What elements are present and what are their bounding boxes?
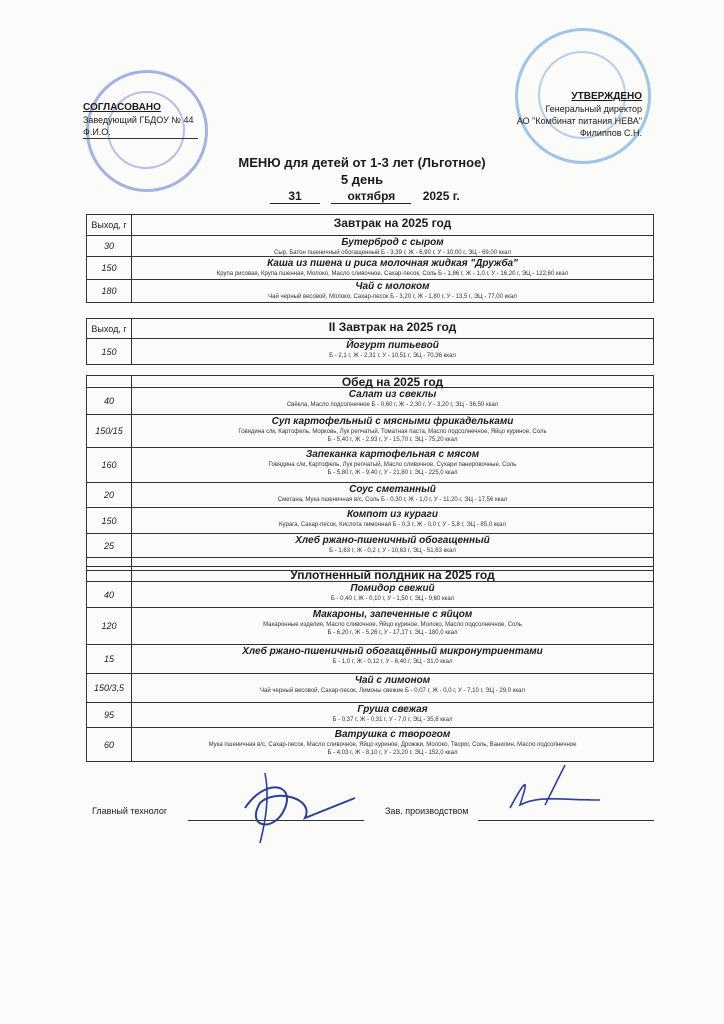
item-qty: 40 (87, 388, 132, 414)
signature-line-production (478, 820, 654, 821)
approval-right-org: АО "Комбинат питания НЕВА" (516, 116, 642, 126)
dish-desc: Макаронные изделия, Масло сливочное, Яйцо куриное, Молоко, Масло подсолнечное, Соль (263, 622, 522, 628)
item-qty: 95 (87, 703, 132, 727)
dish-desc: Чай черный весовой, Сахар-песок, Лимоны свежие Б - 0,07 г, Ж - 0,0 г, У - 7,10 г, ЭЦ - 29,0 ккал (260, 688, 525, 694)
date-day: 31 (270, 189, 320, 204)
dish-desc: Сыр, Батон пшеничный обогащенный Б - 3,39 г, Ж - 6,90 г, У - 10,00 г, ЭЦ - 69,00 ккал (274, 250, 511, 256)
handwritten-signature-left (225, 768, 365, 848)
item-qty: 180 (87, 280, 132, 302)
dish-name: Салат из свеклы (348, 389, 437, 400)
item-qty: 120 (87, 608, 132, 644)
qty-header: Выход, г (87, 319, 132, 338)
item-qty: 150/3,5 (87, 674, 132, 702)
qty-header (87, 376, 132, 387)
approval-right-title: УТВЕРЖДЕНО (571, 91, 642, 102)
handwritten-signature-right (505, 760, 605, 820)
table-row (87, 581, 653, 607)
item-qty: 150 (87, 508, 132, 533)
dish-desc: Говядина с/м, Картофель, Лук репчатый, Масло сливочное, Сухари панировочные, Соль (268, 462, 517, 468)
dish-name: Бутерброд с сыром (341, 237, 444, 248)
table-row (87, 482, 653, 507)
approval-right-name: Филиппов С.Н. (579, 128, 642, 138)
item-qty: 30 (87, 236, 132, 256)
item-qty: 20 (87, 483, 132, 507)
table-row (87, 727, 653, 761)
table-row (87, 235, 653, 256)
dish-name: Ватрушка с творогом (334, 729, 451, 740)
item-qty: 40 (87, 582, 132, 607)
table-row (87, 414, 653, 447)
section-title: Обед на 2025 год (341, 375, 444, 389)
lunch-table (86, 375, 654, 571)
dish-nutrition: Б - 4,03 г, Ж - 8,10 г, У - 23,20 г, ЭЦ - 152,0 ккал (327, 750, 458, 756)
menu-date (270, 189, 460, 204)
item-qty: 150 (87, 257, 132, 279)
dish-nutrition: Б - 6,20 г, Ж - 5,26 г, У - 17,17 г, ЭЦ - 180,0 ккал (327, 630, 458, 636)
dish-name: Каша из пшена и риса молочная жидкая "Дружба" (267, 258, 518, 269)
dish-nutrition: Б - 5,40 г, Ж - 2,93 г, У - 15,70 г, ЭЦ - 75,20 ккал (327, 437, 458, 443)
table-row (87, 256, 653, 279)
date-month: октября (331, 189, 411, 204)
table-row (87, 533, 653, 557)
signature-label-technologist: Главный технолог (92, 806, 168, 816)
dish-name: Хлеб ржано-пшеничный обогащённый микронутриентами (242, 646, 543, 657)
item-qty: 60 (87, 728, 132, 761)
dish-desc: Свёкла, Масло подсолнечное Б - 0,60 г, Ж - 2,30 г, У - 3,20 г, ЭЦ - 36,50 ккал (286, 402, 499, 408)
table-row (87, 447, 653, 482)
table-row (87, 338, 653, 364)
table-row (87, 644, 653, 673)
dish-nutrition: Б - 5,80 г, Ж - 9,40 г, У - 21,80 г, ЭЦ - 225,0 ккал (327, 470, 458, 476)
dish-desc: Чай черный весовой, Молоко, Сахар-песок Б - 3,20 г, Ж - 1,80 г, У - 13,5 г, ЭЦ - 77,00 ккал (268, 294, 517, 300)
dish-name: Помидор свежий (350, 583, 435, 594)
section-title: Уплотненный полдник на 2025 год (290, 568, 495, 582)
table-header-row (87, 319, 653, 338)
approval-right-role: Генеральный директор (545, 104, 642, 114)
dish-name: Чай с лимоном (354, 675, 431, 686)
date-year: 2025 г. (422, 189, 460, 203)
item-qty: 15 (87, 645, 132, 673)
second-breakfast-table (86, 318, 654, 365)
dish-desc: Б - 0,37 г, Ж - 0,31 г, У - 7,0 г, ЭЦ - 35,8 ккал (332, 717, 453, 723)
dish-name: Макароны, запеченные с яйцом (312, 609, 473, 620)
qty-header: Выход, г (87, 215, 132, 235)
dish-name: Суп картофельный с мясными фрикадельками (271, 416, 514, 427)
dish-name: Запеканка картофельная с мясом (305, 449, 480, 460)
dish-desc: Б - 0,40 г, Ж - 0,10 г, У - 1,50 г, ЭЦ - 9,60 ккал (330, 596, 455, 602)
dish-desc: Курага, Сахар-песок, Кислота лимонная Б - 0,3 г, Ж - 0,0 г, У - 5,8 г, ЭЦ - 85,0 ккал (279, 522, 506, 528)
afternoon-snack-table (86, 566, 654, 762)
section-title: Завтрак на 2025 год (333, 216, 452, 230)
dish-name: Хлеб ржано-пшеничный обогащенный (295, 535, 490, 546)
dish-desc: Б - 1,0 г, Ж - 0,12 г, У - 6,40 г, ЭЦ - 31,0 ккал (332, 659, 453, 665)
dish-name: Соус сметанный (349, 484, 436, 495)
item-qty: 150 (87, 339, 132, 364)
dish-name: Груша свежая (357, 704, 428, 715)
table-row (87, 607, 653, 644)
item-qty: 160 (87, 448, 132, 482)
approval-left-role: Заведующий ГБДОУ № 44 (83, 115, 194, 125)
dish-name: Компот из кураги (346, 509, 438, 520)
approval-left-title: СОГЛАСОВАНО (83, 102, 161, 113)
menu-day: 5 день (340, 172, 384, 187)
table-header-row (87, 376, 653, 387)
dish-name: Чай с молоком (355, 281, 430, 292)
approval-left (83, 102, 198, 139)
dish-desc: Б - 2,1 г, Ж - 2,31 г, У - 10,51 г, ЭЦ - 70,36 ккал (329, 353, 456, 359)
dish-desc: Крупа рисовая, Крупа пшенная, Молоко, Масло сливочное, Сахар-песок, Соль Б - 1,86 г, Ж - 1,0 г, У - 16,20 г, ЭЦ - 122,60 ккал (216, 271, 569, 277)
table-row (87, 279, 653, 302)
dish-desc: Мука пшеничная в/с, Сахар-песок, Масло сливочное, Яйцо куриное, Дрожжи, Молоко, Творог, Соль, Ванилин, Масло подсолнечное (208, 742, 577, 748)
table-header-row (87, 567, 653, 581)
section-title: II Завтрак на 2025 год (328, 320, 457, 334)
item-qty: 25 (87, 534, 132, 557)
signature-label-production: Зав. производством (385, 806, 469, 816)
breakfast-table (86, 214, 654, 303)
item-qty: 150/15 (87, 415, 132, 447)
dish-name: Йогурт питьевой (346, 340, 439, 351)
table-row (87, 507, 653, 533)
table-row (87, 702, 653, 727)
table-row (87, 387, 653, 414)
dish-desc: Сметана, Мука пшеничная в/с, Соль Б - 0,30 г, Ж - 1,0 г, У - 11,20 г, ЭЦ - 17,56 ккал (277, 497, 508, 503)
qty-header (87, 567, 132, 581)
table-row (87, 673, 653, 702)
menu-title: МЕНЮ для детей от 1-3 лет (Льготное) (238, 155, 486, 170)
dish-desc: Говядина с/м, Картофель, Морковь, Лук репчатый, Томатная паста, Масло подсолнечное, Яйцо куриное, Соль (238, 429, 547, 435)
approval-right (517, 91, 642, 139)
approval-left-fio: Ф.И.О. (83, 126, 198, 139)
dish-desc: Б - 1,63 г, Ж - 0,2 г, У - 10,63 г, ЭЦ - 51,63 ккал (329, 548, 456, 554)
table-header-row (87, 215, 653, 235)
